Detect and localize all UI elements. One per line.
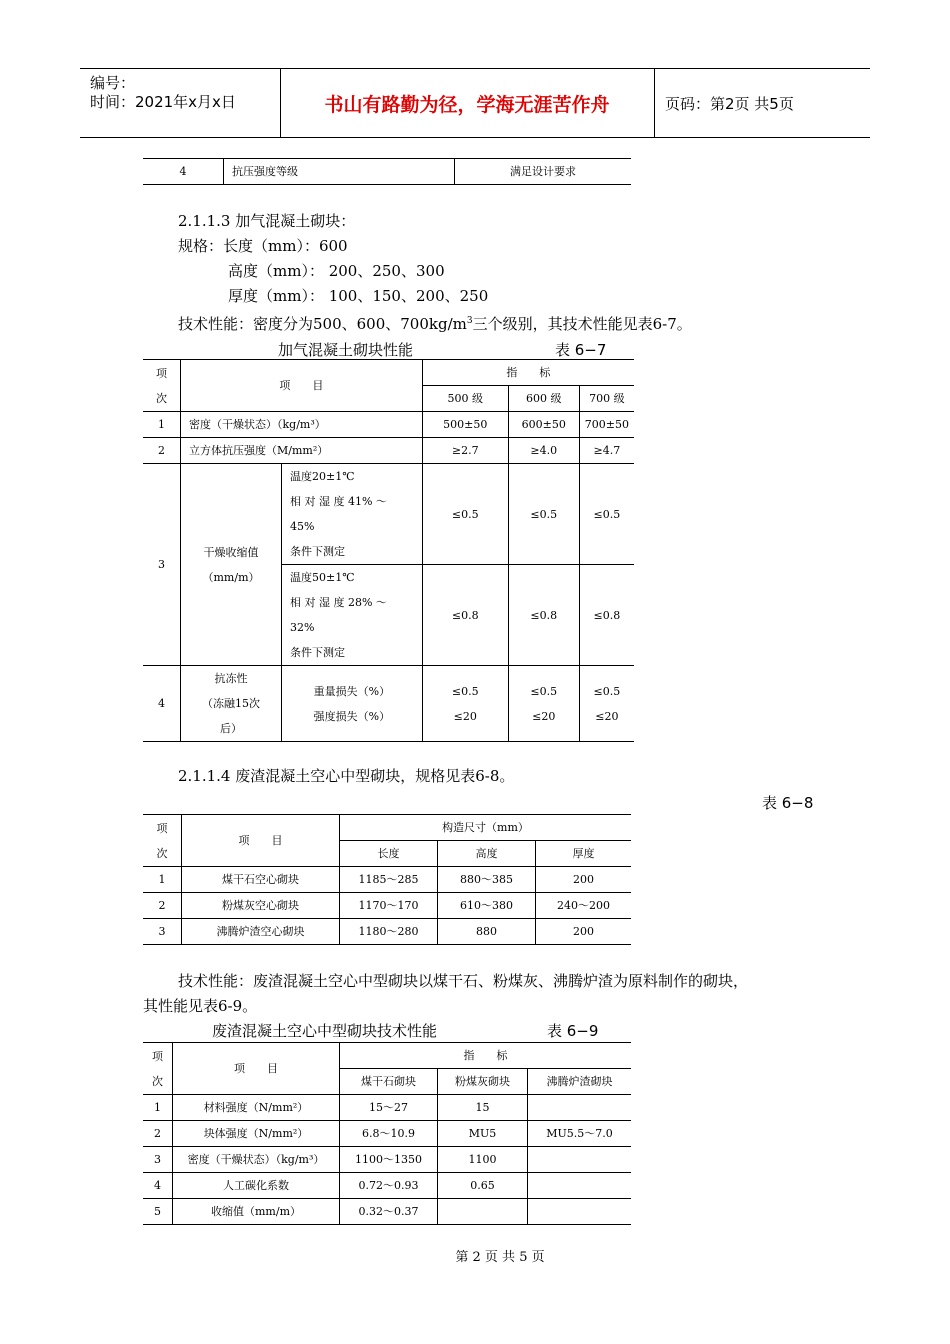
cond-line: 条件下测定 [290,545,345,558]
row-no: 3 [143,464,181,666]
row-item: 人工碳化系数 [173,1173,340,1199]
condition-cell [282,666,423,742]
tech-paragraph-line: 其性能见表6-9。 [143,997,258,1015]
row-item: 密度（干燥状态）（kg/m³） [181,412,423,438]
cond-line: 45% [290,520,315,533]
header-no-1: 项 [156,366,167,380]
grade-cell: 600 级 [508,386,579,412]
table-6-8 [143,814,631,945]
value-cell: 600±50 [508,412,579,438]
value-cell: ≥4.0 [508,438,579,464]
row-no: 3 [143,919,182,945]
header-item: 项 目 [173,1043,340,1095]
row-item-line: 后） [220,722,242,735]
table-header-row [143,360,634,386]
value-cell: ≤0.8 [508,565,579,666]
value-cell: ≤0.8 [579,565,634,666]
header-no [143,360,181,412]
table-row [143,867,631,893]
value-cell [422,666,508,742]
dim-cell: 长度 [340,841,438,867]
header-no [143,815,182,867]
dim-cell: 高度 [438,841,536,867]
table67-number: 表 6−7 [555,341,607,359]
value-cell: ≤0.5 [508,464,579,565]
table-row [143,159,631,185]
header-no-2: 次 [156,846,168,860]
cond-line: 条件下测定 [290,646,345,659]
table-header-row [143,1043,631,1069]
row-item: 粉煤灰空心砌块 [182,893,340,919]
row-no: 1 [143,1095,173,1121]
value-line: ≤20 [453,709,477,723]
header-no-2: 次 [156,391,167,405]
value-line: ≤0.5 [530,684,558,698]
value-line: ≤0.5 [451,684,479,698]
header-page-info: 页码：第2页 共5页 [665,94,794,113]
col-header: 粉煤灰砌块 [438,1069,528,1095]
page-header [80,68,870,138]
table69-title: 废渣混凝土空心中型砌块技术性能 [212,1022,438,1040]
thickness-line: 厚度（mm）： 100、150、200、250 [228,287,489,305]
value-cell: 0.32～0.37 [340,1199,438,1225]
value-cell: 1100～1350 [340,1147,438,1173]
value-cell: 6.8～10.9 [340,1121,438,1147]
superscript: 3 [466,316,473,326]
value-cell: ≥2.7 [422,438,508,464]
value-cell: 1180～280 [340,919,438,945]
spec-line: 规格：长度（mm）：600 [178,237,348,255]
col-header: 煤干石砌块 [340,1069,438,1095]
value-cell [438,1199,528,1225]
col-header: 沸腾炉渣砌块 [528,1069,632,1095]
table-row [143,1173,631,1199]
value-cell: 15～27 [340,1095,438,1121]
cond-line: 温度20±1℃ [290,470,355,483]
row-item: 煤干石空心砌块 [182,867,340,893]
table-6-9 [143,1042,631,1225]
time-label: 时间：2021年x月x日 [90,93,236,111]
value-cell [528,1199,632,1225]
row-item: 收缩值（mm/m） [173,1199,340,1225]
header-motto: 书山有路勤为径，学海无涯苦作舟 [280,69,655,137]
header-no [143,1043,173,1095]
header-item: 项 目 [182,815,340,867]
row-no: 3 [143,1147,173,1173]
row-no: 2 [143,1121,173,1147]
table-row [143,1121,631,1147]
table-row [143,1147,631,1173]
page-footer: 第 2 页 共 5 页 [455,1250,545,1265]
value-cell [528,1095,632,1121]
value-cell: 240～200 [536,893,632,919]
row-no: 4 [143,666,181,742]
value-cell: 610～380 [438,893,536,919]
table69-number: 表 6−9 [547,1022,599,1040]
value-cell: 880～385 [438,867,536,893]
header-size: 构造尺寸（mm） [340,815,632,841]
height-line: 高度（mm）： 200、250、300 [228,262,445,280]
value-cell: 200 [536,867,632,893]
row-item [181,666,282,742]
value-cell: ≤0.5 [579,464,634,565]
value-cell: 500±50 [422,412,508,438]
condition-cell [282,464,423,565]
value-line: ≤20 [595,709,619,723]
table-row [143,412,634,438]
value-cell: ≤0.5 [422,464,508,565]
table-row [143,893,631,919]
section-heading: 2.1.1.4 废渣混凝土空心中型砌块，规格见表6-8。 [178,767,515,785]
section-heading: 2.1.1.3 加气混凝土砌块： [178,212,356,230]
table-header-row [143,815,631,841]
row-item-line: （冻融15次 [202,697,260,710]
value-cell: 700±50 [579,412,634,438]
table-row [143,666,634,742]
row-no: 2 [143,893,182,919]
value-cell: 200 [536,919,632,945]
table-row [143,1199,631,1225]
header-no-1: 项 [156,821,168,835]
row-item-line: 干燥收缩值 [203,545,259,559]
cond-line: 相 对 湿 度 41% ～ [290,495,387,508]
row-item [181,464,282,666]
tech-line-text-2: 三个级别，其技术性能见表6-7。 [472,315,692,333]
grade-cell: 500 级 [422,386,508,412]
value-cell: 1170～170 [340,893,438,919]
table68-number: 表 6−8 [762,794,814,812]
value-cell: 880 [438,919,536,945]
dim-cell: 厚度 [536,841,632,867]
grade-cell: 700 级 [579,386,634,412]
table-cell: 抗压强度等级 [224,159,455,185]
value-line: ≤20 [532,709,556,723]
value-cell [579,666,634,742]
cond-line: 温度50±1℃ [290,571,355,584]
row-no: 4 [143,1173,173,1199]
row-item: 立方体抗压强度（M/mm²） [181,438,423,464]
table-row [143,1095,631,1121]
tech-paragraph-line: 技术性能：废渣混凝土空心中型砌块以煤干石、粉煤灰、沸腾炉渣为原料制作的砌块， [178,972,749,990]
table-cell: 满足设计要求 [455,159,632,185]
value-cell: 15 [438,1095,528,1121]
header-index: 指 标 [422,360,634,386]
row-item: 块体强度（N/mm²） [173,1121,340,1147]
top-table [143,158,631,185]
row-item: 材料强度（N/mm²） [173,1095,340,1121]
row-item-line: （mm/m） [202,570,260,584]
table-row [143,438,634,464]
table-row [143,919,631,945]
value-cell: ≤0.8 [422,565,508,666]
row-item: 沸腾炉渣空心砌块 [182,919,340,945]
header-meta [80,69,281,137]
header-no-1: 项 [152,1049,163,1063]
header-index: 指 标 [340,1043,632,1069]
value-cell: ≥4.7 [579,438,634,464]
value-cell [528,1147,632,1173]
table67-title: 加气混凝土砌块性能 [278,341,414,359]
condition-cell [282,565,423,666]
number-label: 编号： [90,74,136,92]
value-cell: 1100 [438,1147,528,1173]
cond-line: 重量损失（%） [313,684,391,698]
header-item: 项 目 [181,360,423,412]
row-no: 1 [143,867,182,893]
value-cell [508,666,579,742]
value-cell: 0.65 [438,1173,528,1199]
row-no: 2 [143,438,181,464]
tech-line [178,309,692,337]
tech-line-text: 技术性能：密度分为500、600、700kg/m [178,315,467,333]
row-item: 密度（干燥状态）（kg/m³） [173,1147,340,1173]
cond-line: 相 对 湿 度 28% ～ [290,596,387,609]
value-line: ≤0.5 [593,684,621,698]
value-cell: MU5 [438,1121,528,1147]
value-cell: 0.72～0.93 [340,1173,438,1199]
table-row [143,464,634,565]
header-no-2: 次 [152,1074,163,1088]
table-cell: 4 [143,159,224,185]
value-cell: MU5.5～7.0 [528,1121,632,1147]
value-cell [528,1173,632,1199]
table-6-7 [143,359,634,742]
row-item-line: 抗冻性 [214,672,248,685]
row-no: 5 [143,1199,173,1225]
value-cell: 1185～285 [340,867,438,893]
row-no: 1 [143,412,181,438]
cond-line: 强度损失（%） [313,709,391,723]
cond-line: 32% [290,621,315,634]
